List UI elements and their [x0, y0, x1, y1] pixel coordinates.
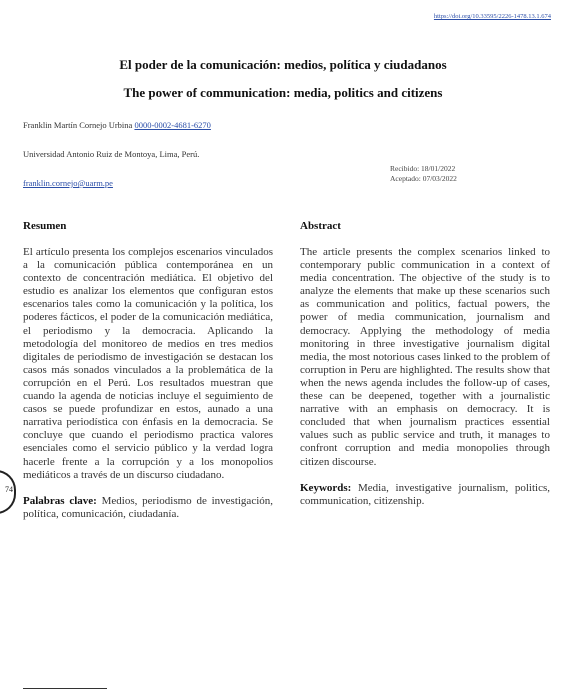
resumen-heading: Resumen [23, 220, 67, 232]
author-name: Franklin Martín Cornejo Urbina [23, 120, 133, 130]
resumen-section [23, 220, 273, 521]
author-line [23, 120, 211, 130]
abstract-heading: Abstract [300, 220, 341, 232]
abstract-keywords [300, 482, 550, 508]
footnote-divider [23, 688, 107, 689]
resumen-keywords-text: Medios, periodismo de investigación, política, comunicación, ciudadanía. [23, 494, 274, 520]
abstract-section [300, 220, 550, 508]
resumen-keywords-label: Palabras clave: [23, 494, 97, 507]
title-spanish: El poder de la comunicación: medios, política y ciudadanos [119, 57, 447, 72]
affiliation: Universidad Antonio Ruiz de Montoya, Lima, Perú. [23, 149, 200, 159]
resumen-body: El artículo presenta los complejos escenarios vinculados a la comunicación pública contemporánea en un contexto de concentración mediática. El objetivo del estudio es analizar los elementos que configuran estos escenarios tales como la comunicación y la política, los poderes fácticos, el poder de la comunicación mediática, el periodismo y la democracia. Aplicando la metodología del monitoreo de medios en tres medios digitales de periodismo de investigación se destacan los casos más sonados vinculados a la problemática de la corrupción en el Perú. Los resultados muestran que cuando la agenda de noticias incluye el seguimiento de casos se puede profundizar en estos, aunado a una narrativa periodística con énfasis en la democracia. Se concluye que cuando el periodismo practica valores esenciales como el servicio público y la verdad logra hacerle frente a la corrupción y a los monopolios mediáticos a través de un discurso ciudadano. [23, 246, 273, 481]
email-link[interactable]: franklin.cornejo@uarm.pe [23, 178, 113, 188]
submission-dates [390, 164, 457, 184]
abstract-body: The article presents the complex scenarios linked to contemporary public communication in a context of media concentration. The objective of the study is to analyze the elements that make up these scenarios such as communication and politics, factual powers, the power of media communication, journalism and democracy. Applying the methodology of media monitoring in three investigative journalism digital media, the most notorious cases linked to the problem of corruption in Peru are highlighted. The results show that when the news agenda includes the follow-up of cases, these can be deepened, together with a journalistic narrative with an emphasis on democracy. It is concluded that when journalism practices essential values such as public service and truth, it manages to confront corruption and media monopolies through citizen discourse. [300, 246, 550, 468]
doi-link[interactable]: https://doi.org/10.33595/2226-1478.13.1.674 [433, 13, 551, 20]
orcid-link[interactable]: 0000-0002-4681-6270 [134, 120, 211, 130]
resumen-keywords [23, 495, 273, 521]
abstract-keywords-text: Media, investigative journalism, politics, communication, citizenship. [300, 481, 551, 507]
received-date: Recibido: 18/01/2022 [390, 164, 456, 173]
page-number: 74 [5, 485, 13, 494]
abstract-keywords-label: Keywords: [300, 481, 352, 494]
title-english: The power of communication: media, politics and citizens [123, 85, 443, 100]
accepted-date: Aceptado: 07/03/2022 [390, 174, 457, 183]
